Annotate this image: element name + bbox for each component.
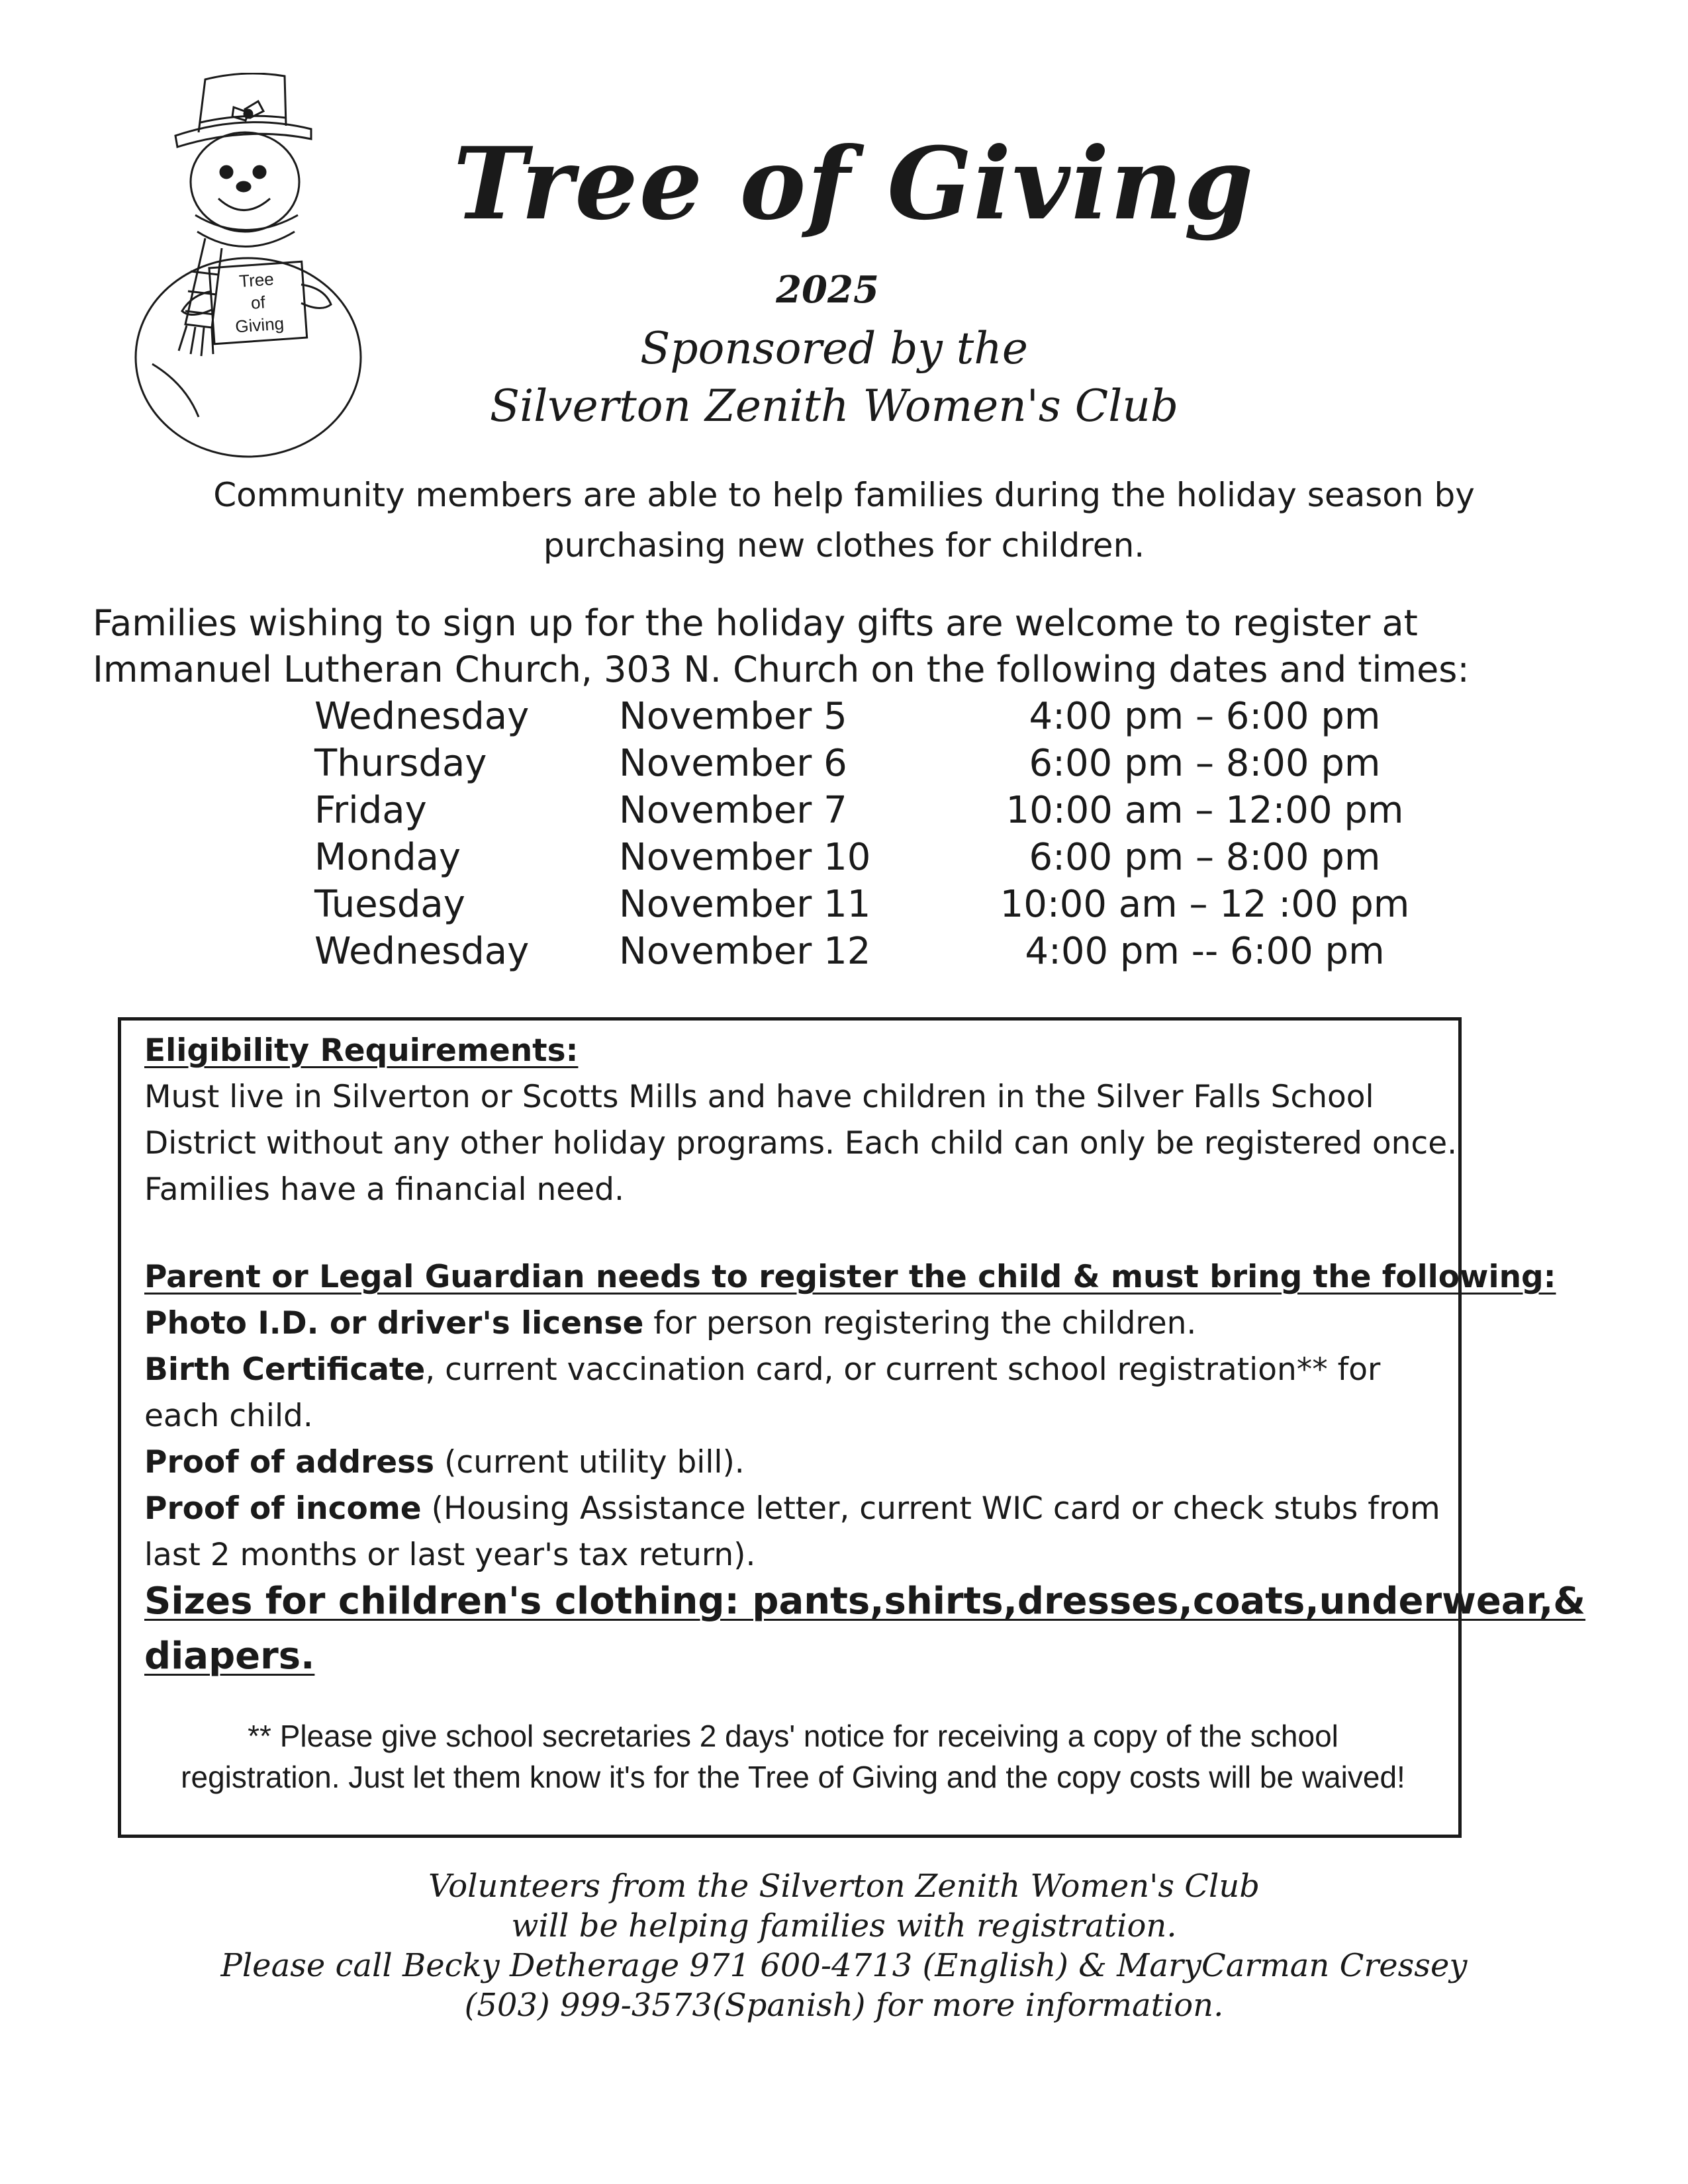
schedule-date: November 11 xyxy=(619,883,871,926)
eligibility-heading: Eligibility Requirements: xyxy=(144,1032,579,1069)
note-line: ** Please give school secretaries 2 days' notice for receiving a copy of the school xyxy=(248,1719,1338,1753)
snowman-sign-text: of xyxy=(250,292,266,313)
schedule-date: November 10 xyxy=(619,836,871,879)
schedule-row xyxy=(0,789,1688,835)
clothing-sizes: Sizes for children's clothing: pants,shirts,dresses,coats,underwear,& xyxy=(144,1580,1586,1623)
schedule-day: Thursday xyxy=(314,742,487,785)
footer-contact: Please call Becky Detherage 971 600-4713 (English) & MaryCarman Cressey xyxy=(220,1947,1468,1984)
schedule-day: Wednesday xyxy=(314,695,530,738)
schedule-row xyxy=(0,742,1688,788)
schedule-time: 10:00 am – 12:00 pm xyxy=(1006,789,1404,832)
schedule-day: Friday xyxy=(314,789,427,832)
document-label: Proof of address xyxy=(144,1444,435,1480)
eligibility-line: Families have a financial need. xyxy=(144,1171,624,1208)
document-birth-certificate xyxy=(144,1351,1380,1388)
document-desc: (Housing Assistance letter, current WIC card or check stubs from xyxy=(421,1490,1440,1527)
document-proof-address xyxy=(144,1444,745,1480)
note-line: registration. Just let them know it's for the Tree of Giving and the copy costs will be waived! xyxy=(181,1760,1405,1794)
document-desc: for person registering the children. xyxy=(643,1305,1197,1342)
schedule-row xyxy=(0,883,1688,929)
schedule-date: November 6 xyxy=(619,742,847,785)
year: 2025 xyxy=(776,268,879,312)
page-title: Tree of Giving xyxy=(453,126,1255,242)
schedule-date: November 5 xyxy=(619,695,847,738)
documents-heading: Parent or Legal Guardian needs to register the child & must bring the following: xyxy=(144,1259,1556,1295)
clothing-sizes-cont: diapers. xyxy=(144,1635,315,1678)
schedule-date: November 12 xyxy=(619,930,871,973)
footer-line: Volunteers from the Silverton Zenith Women's Club xyxy=(428,1868,1260,1905)
document-label: Photo I.D. or driver's license xyxy=(144,1305,644,1342)
footer-contact: (503) 999-3573(Spanish) for more information. xyxy=(464,1987,1224,2024)
schedule-time: 4:00 pm -- 6:00 pm xyxy=(1025,930,1385,973)
schedule-row xyxy=(0,695,1688,741)
schedule-time: 6:00 pm – 8:00 pm xyxy=(1029,836,1381,879)
footer-line: will be helping families with registration. xyxy=(511,1907,1177,1944)
registration-location: Immanuel Lutheran Church, 303 N. Church on the following dates and times: xyxy=(93,649,1470,690)
document-proof-income xyxy=(144,1490,1440,1527)
eligibility-line: District without any other holiday programs. Each child can only be registered once. xyxy=(144,1125,1458,1161)
schedule-day: Wednesday xyxy=(314,930,530,973)
document-desc-cont: last 2 months or last year's tax return). xyxy=(144,1537,756,1573)
schedule-time: 10:00 am – 12 :00 pm xyxy=(1000,883,1410,926)
document-photo-id xyxy=(144,1305,1196,1342)
schedule-time: 6:00 pm – 8:00 pm xyxy=(1029,742,1381,785)
school-registration-note xyxy=(134,1715,1452,1797)
schedule-time: 4:00 pm – 6:00 pm xyxy=(1029,695,1381,738)
schedule-day: Monday xyxy=(314,836,461,879)
snowman-sign-text: Giving xyxy=(234,313,285,337)
schedule-row xyxy=(0,836,1688,882)
intro-text: Community members are able to help families during the holiday season by purchasing new clothes for children. xyxy=(213,476,1475,565)
snowman-sign-text: Tree xyxy=(238,269,275,291)
requirements-box xyxy=(118,1017,1586,1838)
document-desc: , current vaccination card, or current school registration** for xyxy=(425,1351,1381,1388)
schedule-date: November 7 xyxy=(619,789,847,832)
sponsor-line: Sponsored by the xyxy=(640,323,1028,374)
document-desc: (current utility bill). xyxy=(434,1444,745,1480)
eligibility-line: Must live in Silverton or Scotts Mills and have children in the Silver Falls School xyxy=(144,1079,1374,1115)
schedule-day: Tuesday xyxy=(314,883,465,926)
registration-intro: Families wishing to sign up for the holiday gifts are welcome to register at xyxy=(93,602,1418,644)
snowman-illustration xyxy=(113,73,391,470)
schedule-row xyxy=(0,930,1688,976)
sponsor-name: Silverton Zenith Women's Club xyxy=(489,381,1179,432)
document-desc-cont: each child. xyxy=(144,1398,313,1434)
document-label: Proof of income xyxy=(144,1490,422,1527)
document-label: Birth Certificate xyxy=(144,1351,426,1388)
